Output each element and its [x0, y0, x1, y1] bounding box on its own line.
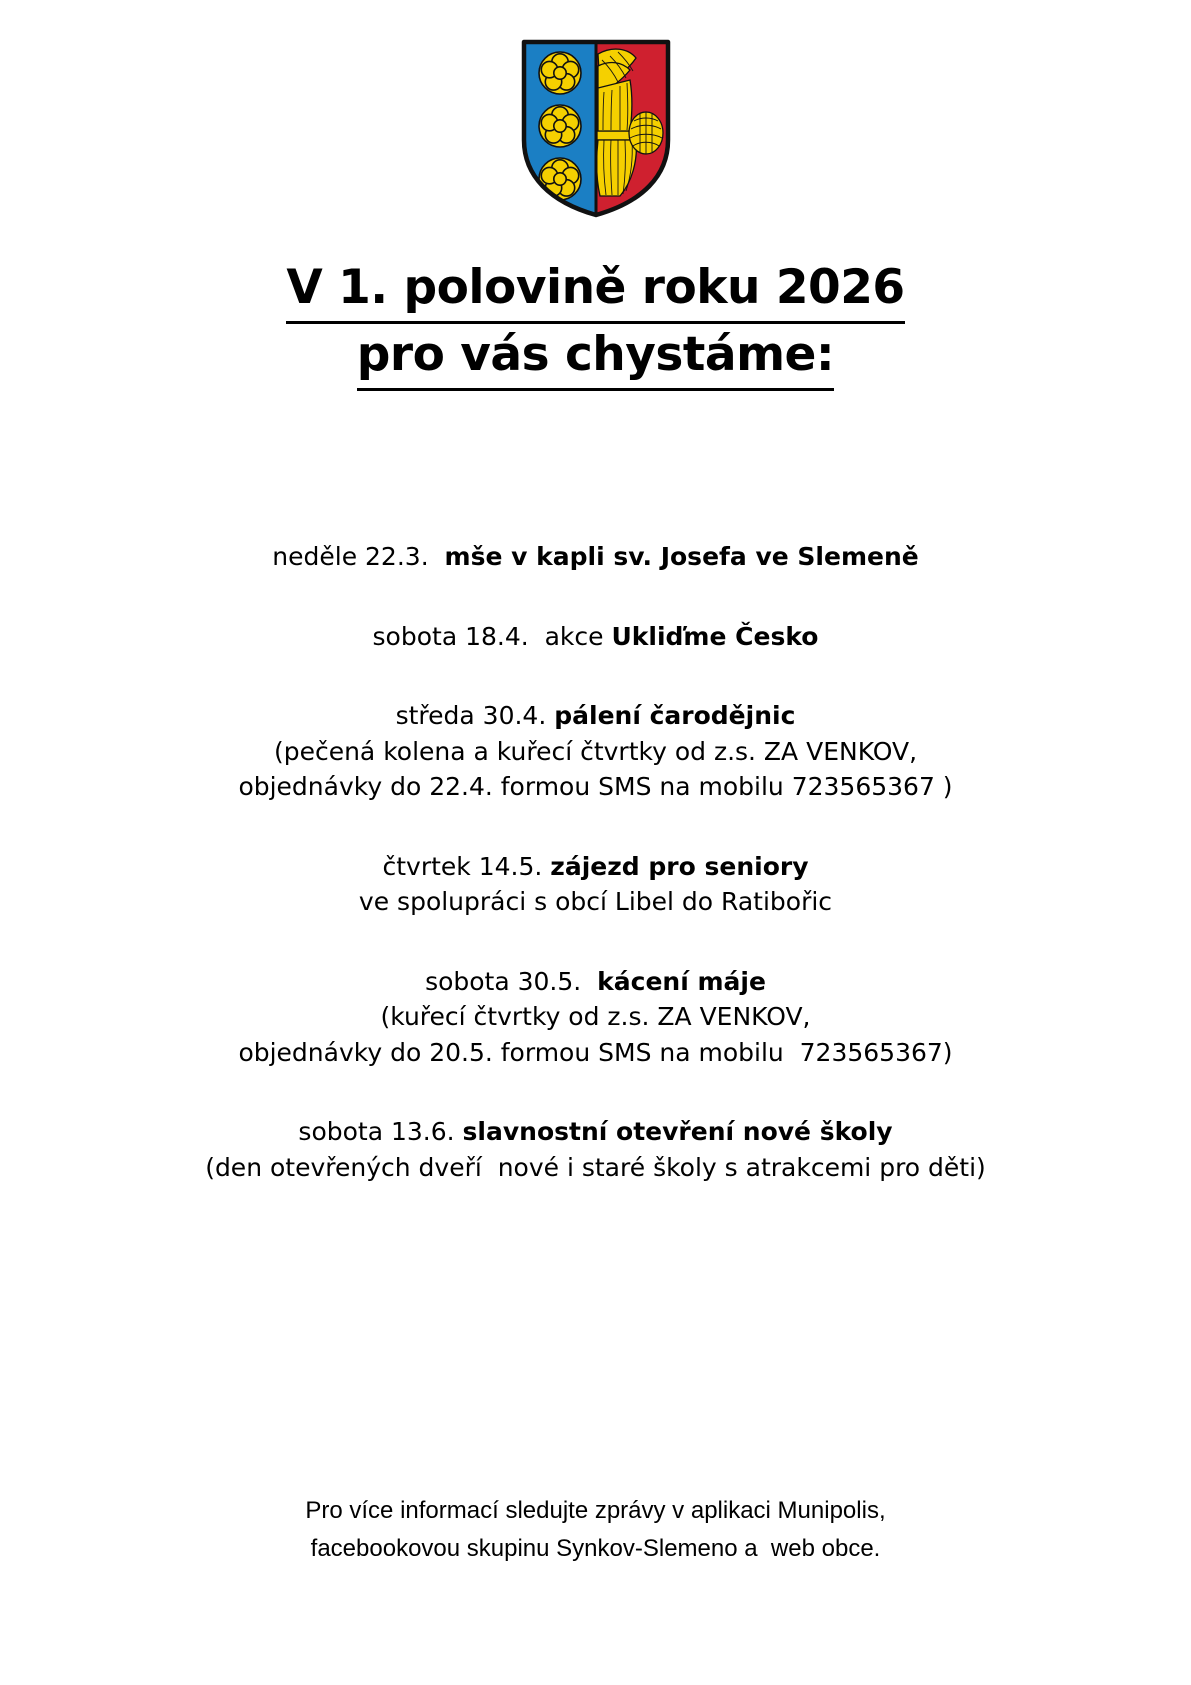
- event-item: [0, 698, 1191, 805]
- coat-of-arms-icon: [516, 36, 676, 221]
- event-heading: [0, 964, 1191, 1000]
- event-date: sobota 30.5.: [425, 966, 598, 996]
- event-heading: [0, 698, 1191, 734]
- title-line-1: [0, 257, 1191, 324]
- title-line-1-text: V 1. polovině roku 2026: [286, 257, 904, 324]
- event-detail-line: (den otevřených dveří nové i staré školy s atrakcemi pro děti): [205, 1152, 986, 1182]
- event-item: [0, 964, 1191, 1071]
- event-item: [0, 619, 1191, 655]
- event-name: slavnostní otevření nové školy: [462, 1117, 893, 1147]
- title-line-2-text: pro vás chystáme:: [357, 324, 834, 391]
- event-date: neděle 22.3.: [272, 542, 445, 572]
- footer-note: [0, 1492, 1191, 1567]
- event-item: [0, 539, 1191, 575]
- footer-line-1: Pro více informací sledujte zprávy v aplikaci Munipolis,: [305, 1497, 886, 1525]
- event-name: Ukliďme Česko: [611, 621, 819, 651]
- event-detail-line: ve spolupráci s obcí Libel do Ratibořic: [358, 887, 833, 917]
- event-name: zájezd pro seniory: [550, 851, 809, 881]
- page-title: [0, 257, 1191, 391]
- event-name: pálení čarodějnic: [554, 701, 796, 731]
- event-heading: [0, 539, 1191, 575]
- event-detail-line: (kuřecí čtvrtky od z.s. ZA VENKOV,: [380, 1002, 811, 1032]
- event-detail-line: (pečená kolena a kuřecí čtvrtky od z.s. ZA VENKOV,: [273, 736, 918, 766]
- event-date: sobota 13.6.: [298, 1117, 463, 1147]
- event-item: [0, 849, 1191, 920]
- crest-container: [0, 0, 1191, 221]
- title-line-2: [0, 324, 1191, 391]
- event-item: [0, 1114, 1191, 1185]
- event-name: mše v kapli sv. Josefa ve Slemeně: [444, 542, 919, 572]
- event-heading: [0, 849, 1191, 885]
- event-detail-line: objednávky do 22.4. formou SMS na mobilu 723565367 ): [238, 772, 953, 802]
- event-date: středa 30.4.: [395, 701, 555, 731]
- events-list: [0, 539, 1191, 1185]
- event-date: sobota 18.4. akce: [372, 621, 612, 651]
- event-heading: [0, 619, 1191, 655]
- event-heading: [0, 1114, 1191, 1150]
- event-date: čtvrtek 14.5.: [382, 851, 551, 881]
- event-name: kácení máje: [597, 966, 766, 996]
- event-detail-line: objednávky do 20.5. formou SMS na mobilu 723565367): [238, 1037, 953, 1067]
- footer-line-2: facebookovou skupinu Synkov-Slemeno a web obce.: [310, 1534, 881, 1562]
